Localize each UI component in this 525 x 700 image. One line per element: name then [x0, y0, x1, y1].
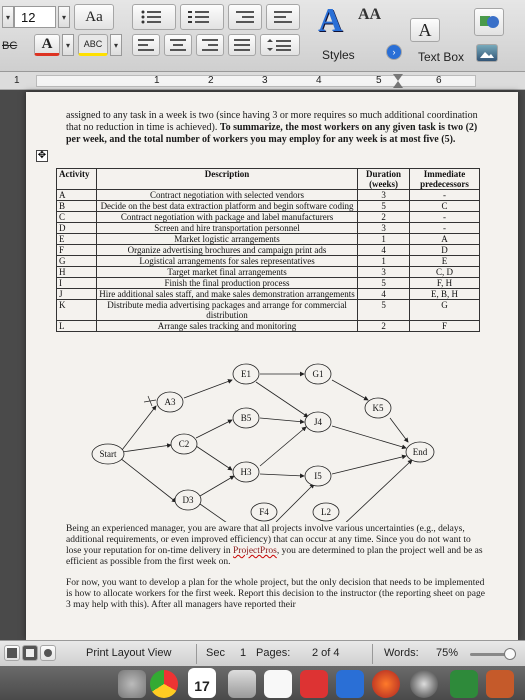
- font-color-dropdown[interactable]: ▾: [62, 34, 74, 56]
- document-page[interactable]: [26, 92, 518, 640]
- draft-view-icon: [7, 648, 17, 658]
- table-header-row: [57, 169, 480, 190]
- bullet-list-icon: [139, 9, 169, 25]
- horizontal-ruler[interactable]: [0, 72, 525, 90]
- edge-b5-j4: [260, 418, 304, 422]
- dock-app-icon[interactable]: [228, 670, 256, 698]
- firefox-icon[interactable]: [372, 670, 400, 698]
- outdent-icon: [234, 9, 256, 25]
- section-value: 1: [240, 647, 247, 659]
- cursor-marker: [144, 396, 156, 406]
- node-label: H3: [240, 467, 252, 477]
- node-label: Start: [99, 449, 117, 459]
- node-label: B5: [240, 413, 252, 423]
- align-center-button[interactable]: [164, 34, 192, 56]
- table-row: [57, 201, 480, 212]
- paragraph-text: assigned to any task in a week is two (since having 3 or more requires so much additional coordination that no reduction in time is achieved).: [66, 110, 478, 133]
- notebook-view-button[interactable]: [40, 645, 56, 661]
- edge-c2-h3: [196, 446, 232, 470]
- edge-a3-e1: [184, 380, 232, 398]
- text-box-button[interactable]: Text Box: [418, 50, 465, 64]
- dock-app-icon[interactable]: [300, 670, 328, 698]
- bullets-button[interactable]: [132, 4, 176, 30]
- cell-activity[interactable]: F: [57, 245, 97, 256]
- activity-table: [56, 168, 480, 332]
- cell-predecessors[interactable]: E: [410, 256, 480, 267]
- text-box-preview[interactable]: A: [410, 18, 440, 42]
- dock-app-icon[interactable]: [118, 670, 146, 698]
- table-row: [57, 278, 480, 289]
- activity-network-diagram: [56, 362, 476, 522]
- picture-button[interactable]: [476, 44, 498, 62]
- cell-activity[interactable]: G: [57, 256, 97, 267]
- excel-icon[interactable]: [450, 670, 478, 698]
- header-duration: Duration (weeks): [358, 169, 410, 190]
- node-label: C2: [178, 439, 190, 449]
- words-label[interactable]: Words:: [384, 647, 419, 659]
- table-row: [57, 212, 480, 223]
- cell-duration[interactable]: 3: [358, 267, 410, 278]
- font-size-dropdown[interactable]: ▾: [58, 6, 70, 28]
- node-label: J4: [313, 417, 323, 427]
- ruler-track: [36, 75, 476, 87]
- edge-start-d3: [120, 458, 176, 502]
- cell-duration[interactable]: 1: [358, 234, 410, 245]
- print-layout-icon: [25, 648, 35, 658]
- edge-d3-h3: [200, 476, 234, 496]
- table-row: [57, 190, 480, 201]
- status-divider: [372, 644, 373, 664]
- draft-view-button[interactable]: [4, 645, 20, 661]
- paragraph-workers: [66, 110, 486, 146]
- cell-description[interactable]: Screen and hire transportation personnel: [96, 223, 357, 234]
- table-row: [57, 267, 480, 278]
- dock-app-icon[interactable]: [410, 670, 438, 698]
- view-mode-label: Print Layout View: [86, 647, 172, 659]
- node-label: L2: [321, 507, 331, 517]
- ruler-mark: 1: [154, 75, 160, 86]
- strikethrough-button[interactable]: BC: [2, 40, 18, 52]
- zoom-slider-thumb[interactable]: [504, 648, 516, 660]
- cell-activity[interactable]: E: [57, 234, 97, 245]
- edge-e1-j4: [256, 382, 308, 417]
- cell-duration[interactable]: 5: [358, 300, 410, 321]
- node-label: End: [412, 447, 428, 457]
- paragraph-plan: For now, you want to develop a plan for the whole project, but the only decision that needs to be implemented is how to allocate workers for the first week. Report this decision to the instructor (the reporting sheet on page 3 may help with this). After all managers have reported their: [66, 578, 485, 610]
- cell-predecessors[interactable]: F: [410, 321, 480, 332]
- cell-activity[interactable]: J: [57, 289, 97, 300]
- cell-predecessors[interactable]: -: [410, 212, 480, 223]
- cell-duration[interactable]: 2: [358, 212, 410, 223]
- node-label: F4: [259, 507, 269, 517]
- header-predecessors: Immediate predecessors: [410, 169, 480, 190]
- cell-activity[interactable]: K: [57, 300, 97, 321]
- align-left-icon: [137, 38, 155, 52]
- ribbon-toolbar: [0, 0, 525, 72]
- highlight-button[interactable]: ABC: [78, 34, 108, 56]
- text-effects-icon[interactable]: A: [318, 2, 343, 39]
- edge-j4-end: [332, 426, 406, 448]
- pages-value: 2 of 4: [312, 647, 340, 659]
- cell-description[interactable]: Finish the final production process: [96, 278, 357, 289]
- decrease-indent-button[interactable]: [228, 4, 262, 30]
- indent-icon: [272, 9, 294, 25]
- zoom-value: 75%: [436, 647, 459, 659]
- cell-activity[interactable]: B: [57, 201, 97, 212]
- ruler-mark: 1: [14, 75, 20, 86]
- node-label: I5: [314, 471, 322, 481]
- line-spacing-button[interactable]: [260, 34, 300, 56]
- cell-activity[interactable]: I: [57, 278, 97, 289]
- node-label: G1: [312, 369, 324, 379]
- cell-description[interactable]: Hire additional sales staff, and make sales demonstration arrangements: [96, 289, 357, 300]
- increase-indent-button[interactable]: [266, 4, 300, 30]
- justify-icon: [233, 38, 251, 52]
- cell-description[interactable]: Organize advertising brochures and campaign print ads: [96, 245, 357, 256]
- edge-k5-end: [390, 418, 408, 442]
- cell-predecessors[interactable]: E, B, H: [410, 289, 480, 300]
- cell-duration[interactable]: 5: [358, 278, 410, 289]
- cell-predecessors[interactable]: F, H: [410, 278, 480, 289]
- edge-g1-k5: [332, 380, 368, 400]
- ruler-mark: 3: [262, 75, 268, 86]
- styles-pane-icon[interactable]: ›: [386, 44, 402, 60]
- ruler-mark: 2: [208, 75, 214, 86]
- table-row: [57, 321, 480, 332]
- cell-activity[interactable]: H: [57, 267, 97, 278]
- cell-duration[interactable]: 3: [358, 190, 410, 201]
- cell-description[interactable]: Market logistic arrangements: [96, 234, 357, 245]
- numbering-button[interactable]: [180, 4, 224, 30]
- cell-predecessors[interactable]: C, D: [410, 267, 480, 278]
- cell-duration[interactable]: 1: [358, 256, 410, 267]
- numbered-list-icon: [187, 9, 217, 25]
- font-size-arrow-left[interactable]: ▾: [2, 6, 14, 28]
- misspelled-word[interactable]: ProjectPros: [233, 546, 277, 556]
- grow-font-button[interactable]: Aa: [74, 4, 114, 30]
- cell-description[interactable]: Distribute media advertising packages and arrange for commercial distribution: [96, 300, 357, 321]
- cell-description[interactable]: Contract negotiation with selected vendors: [96, 190, 357, 201]
- status-divider: [196, 644, 197, 664]
- edge-start-a3: [122, 406, 156, 450]
- cell-predecessors[interactable]: A: [410, 234, 480, 245]
- status-bar: [0, 640, 525, 666]
- header-description: Description: [96, 169, 357, 190]
- table-row: [57, 256, 480, 267]
- cell-description[interactable]: Contract negotiation with package and label manufacturers: [96, 212, 357, 223]
- table-row: [57, 234, 480, 245]
- styles-button[interactable]: Styles: [322, 48, 355, 62]
- cell-predecessors[interactable]: -: [410, 190, 480, 201]
- edge-c2-b5: [196, 420, 232, 438]
- align-right-button[interactable]: [196, 34, 224, 56]
- paragraph-text: , you are determined to plan the project well and be as efficient as possible from the first week on.: [66, 546, 483, 567]
- line-spacing-icon: [267, 38, 293, 52]
- pages-label: Pages:: [256, 647, 291, 659]
- paragraph-bold-summary: To summarize, the most workers on any given task is two (2) per week, and the total number of workers you may employ for any week is at most five (5).: [66, 122, 478, 145]
- node-label: E1: [241, 369, 251, 379]
- edge-h3-j4: [260, 427, 306, 466]
- chrome-icon[interactable]: [150, 670, 178, 698]
- paragraph-text: Being an experienced manager, you are aware that all projects involve various uncertainties (e.g., delays, additional requirements, or even improved efficiency) that can occur at any time. Since you do not want to lose your reputation for on-time delivery in: [66, 524, 471, 556]
- cell-duration[interactable]: 4: [358, 289, 410, 300]
- powerpoint-icon[interactable]: [486, 670, 514, 698]
- cell-predecessors[interactable]: C: [410, 201, 480, 212]
- table-move-handle[interactable]: ✥: [37, 150, 47, 161]
- ruler-mark: 4: [316, 75, 322, 86]
- picture-icon: [480, 48, 494, 58]
- table-row: [57, 245, 480, 256]
- cell-description[interactable]: Target market final arrangements: [96, 267, 357, 278]
- font-size-input[interactable]: 12: [14, 6, 56, 28]
- cell-activity[interactable]: C: [57, 212, 97, 223]
- edge-i5-end: [332, 456, 406, 474]
- align-left-button[interactable]: [132, 34, 160, 56]
- shapes-icon: [478, 12, 500, 32]
- print-layout-button[interactable]: [22, 645, 38, 661]
- cell-description[interactable]: Arrange sales tracking and monitoring: [96, 321, 357, 332]
- edge-h3-i5: [260, 474, 304, 476]
- notebook-view-icon: [43, 648, 53, 658]
- cell-activity[interactable]: D: [57, 223, 97, 234]
- align-center-icon: [169, 38, 187, 52]
- font-color-button[interactable]: A: [34, 34, 60, 56]
- justify-button[interactable]: [228, 34, 256, 56]
- node-label: D3: [182, 495, 194, 505]
- cell-duration[interactable]: 2: [358, 321, 410, 332]
- cell-duration[interactable]: 4: [358, 245, 410, 256]
- node-label: A3: [164, 397, 176, 407]
- ruler-mark: 5: [376, 75, 382, 86]
- highlight-dropdown[interactable]: ▾: [110, 34, 122, 56]
- photos-icon[interactable]: [264, 670, 292, 698]
- edge-start-c2: [122, 445, 171, 452]
- table-row: [57, 223, 480, 234]
- ruler-mark: 6: [436, 75, 442, 86]
- align-right-icon: [201, 38, 219, 52]
- table-row: [57, 300, 480, 321]
- cell-activity[interactable]: L: [57, 321, 97, 332]
- cell-description[interactable]: Logistical arrangements for sales representatives: [96, 256, 357, 267]
- table-row: [57, 289, 480, 300]
- dock: [0, 666, 525, 700]
- header-activity: Activity: [57, 169, 97, 190]
- cell-description[interactable]: Decide on the best data extraction platform and begin software coding: [96, 201, 357, 212]
- calendar-icon[interactable]: 17: [188, 668, 216, 698]
- cell-duration[interactable]: 3: [358, 223, 410, 234]
- section-label: Sec: [206, 647, 225, 659]
- cell-activity[interactable]: A: [57, 190, 97, 201]
- paragraph-uncertainty: [66, 524, 486, 568]
- cell-predecessors[interactable]: -: [410, 223, 480, 234]
- word-icon[interactable]: [336, 670, 364, 698]
- shape-button[interactable]: [474, 8, 504, 36]
- cell-predecessors[interactable]: G: [410, 300, 480, 321]
- cell-predecessors[interactable]: D: [410, 245, 480, 256]
- node-label: K5: [372, 403, 384, 413]
- cell-duration[interactable]: 5: [358, 201, 410, 212]
- change-case-icon[interactable]: AA: [358, 6, 382, 23]
